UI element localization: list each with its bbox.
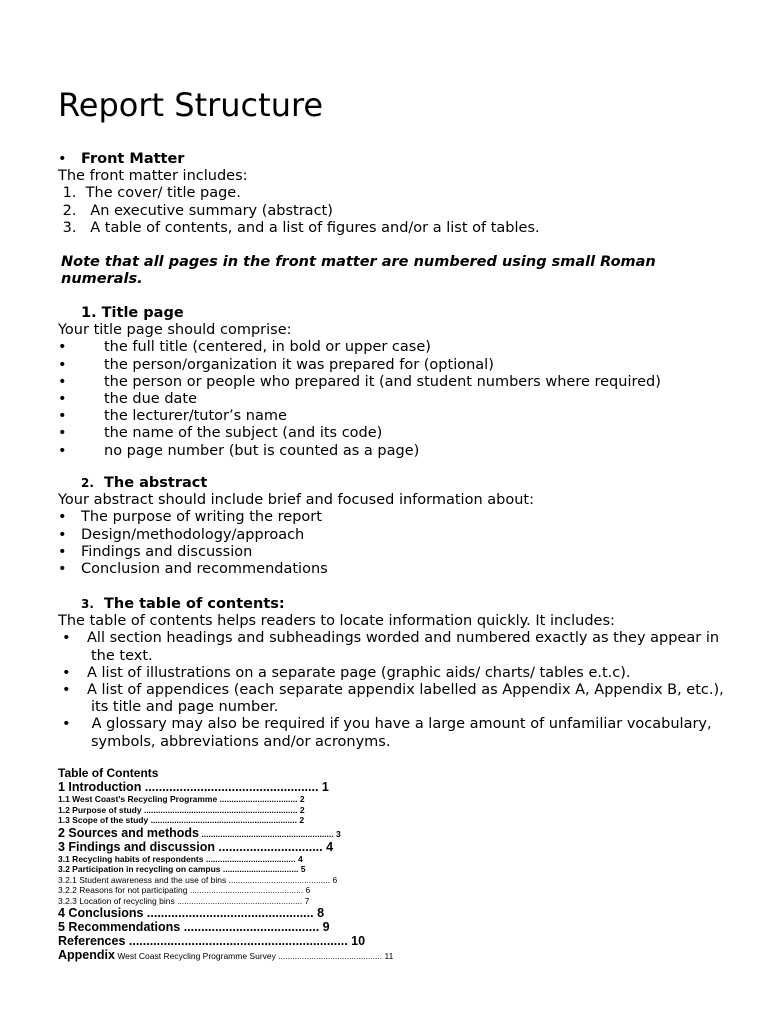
bullet: • <box>58 408 67 425</box>
list-item: • Conclusion and recommendations <box>58 560 328 577</box>
bullet: • <box>58 560 67 577</box>
list-item: 2. An executive summary (abstract) <box>58 202 333 219</box>
bullet: • <box>58 425 67 442</box>
list-item: 1. The cover/ title page. <box>58 185 241 202</box>
toc-row: References ............................................................... 10 <box>58 934 366 948</box>
bullet: • <box>58 339 67 356</box>
list-item: • A list of illustrations on a separate page (graphic aids/ charts/ tables e.t.c). <box>62 664 631 681</box>
toc-heading: Table of Contents <box>58 766 159 780</box>
contents-intro: The table of contents helps readers to locate information quickly. It includes: <box>58 613 615 630</box>
bullet: • <box>58 543 67 560</box>
title-page-intro: Your title page should comprise: <box>58 322 292 339</box>
toc-row: 3.2 Participation in recycling on campus ................................ 5 <box>58 864 306 874</box>
toc-row: 1.2 Purpose of study ................................................................. 2 <box>58 804 305 815</box>
list-item: • no page number (but is counted as a page) <box>58 442 420 459</box>
list-item: • the full title (centered, in bold or upper case) <box>58 339 431 356</box>
toc-row: Appendix West Coast Recycling Programme Survey ............................................ 11 <box>58 948 394 962</box>
abstract-section <box>58 475 748 578</box>
list-item: • the person or people who prepared it (and student numbers where required) <box>58 373 661 390</box>
list-item: 3. A table of contents, and a list of figures and/or a list of tables. <box>58 219 540 236</box>
toc-row: 3 Findings and discussion .............................. 4 <box>58 839 334 854</box>
bullet: • <box>62 716 71 733</box>
list-item: • the person/organization it was prepared for (optional) <box>58 356 494 373</box>
bullet: • <box>58 509 67 526</box>
contents-section <box>58 596 748 751</box>
bullet: • <box>62 664 71 681</box>
front-matter-intro: The front matter includes: <box>58 168 248 185</box>
list-item: • the due date <box>58 390 198 407</box>
toc-row: 3.2.1 Student awareness and the use of bins ........................................... 6 <box>58 874 338 885</box>
bullet: • <box>58 390 67 407</box>
toc-row: 3.2.2 Reasons for not participating ................................................ 6 <box>58 885 311 895</box>
toc-row: 5 Recommendations ....................................... 9 <box>58 920 330 934</box>
list-item: • A list of appendices (each separate appendix labelled as Appendix A, Appendix B, etc.), its title and page number. <box>62 681 724 716</box>
list-item: • Design/methodology/approach <box>58 526 305 543</box>
toc-row: 3.1 Recycling habits of respondents ...................................... 4 <box>58 853 303 864</box>
list-item: • The purpose of writing the report <box>58 509 322 526</box>
toc-row: 4 Conclusions ................................................ 8 <box>58 906 325 920</box>
bullet: • <box>62 630 71 647</box>
bullet: • <box>62 681 71 698</box>
abstract-heading: The abstract <box>104 475 208 491</box>
list-item: • All section headings and subheadings worded and numbered exactly as they appear in the text. <box>62 630 720 664</box>
toc-row: 1.1 West Coast’s Recycling Programme ................................. 2 <box>58 794 305 804</box>
front-matter-section <box>58 151 748 237</box>
bullet: • <box>58 373 67 390</box>
toc-row: 2 Sources and methods ........................................................ 3 <box>58 825 341 840</box>
title-page-section <box>58 305 748 460</box>
abstract-intro: Your abstract should include brief and focused information about: <box>58 492 534 509</box>
title-page-heading: 1. Title page <box>81 305 184 321</box>
list-item: • the lecturer/tutor’s name <box>58 408 287 425</box>
toc-example <box>58 766 393 962</box>
bullet: • <box>58 526 67 543</box>
front-matter-heading: Front Matter <box>81 151 185 167</box>
contents-heading: The table of contents: <box>104 596 285 612</box>
list-item: • A glossary may also be required if you have a large amount of unfamiliar vocabulary, symbols, abbreviations and/or acronyms. <box>62 716 717 750</box>
list-item: • Findings and discussion <box>58 543 253 560</box>
section-number: 2. <box>81 476 94 490</box>
roman-numerals-note: Note that all pages in the front matter are numbered using small Roman numerals. <box>61 254 656 287</box>
page-title: Report Structure <box>58 86 324 124</box>
toc-row: 3.2.3 Location of recycling bins ..................................................... 7 <box>58 895 310 906</box>
toc-row: 1 Introduction .................................................. 1 <box>58 780 329 794</box>
toc-row: 1.3 Scope of the study .............................................................. 2 <box>58 815 305 825</box>
list-item: • the name of the subject (and its code) <box>58 425 383 442</box>
section-number: 3. <box>81 597 94 611</box>
bullet: • <box>58 151 67 167</box>
bullet: • <box>58 442 67 459</box>
bullet: • <box>58 356 67 373</box>
